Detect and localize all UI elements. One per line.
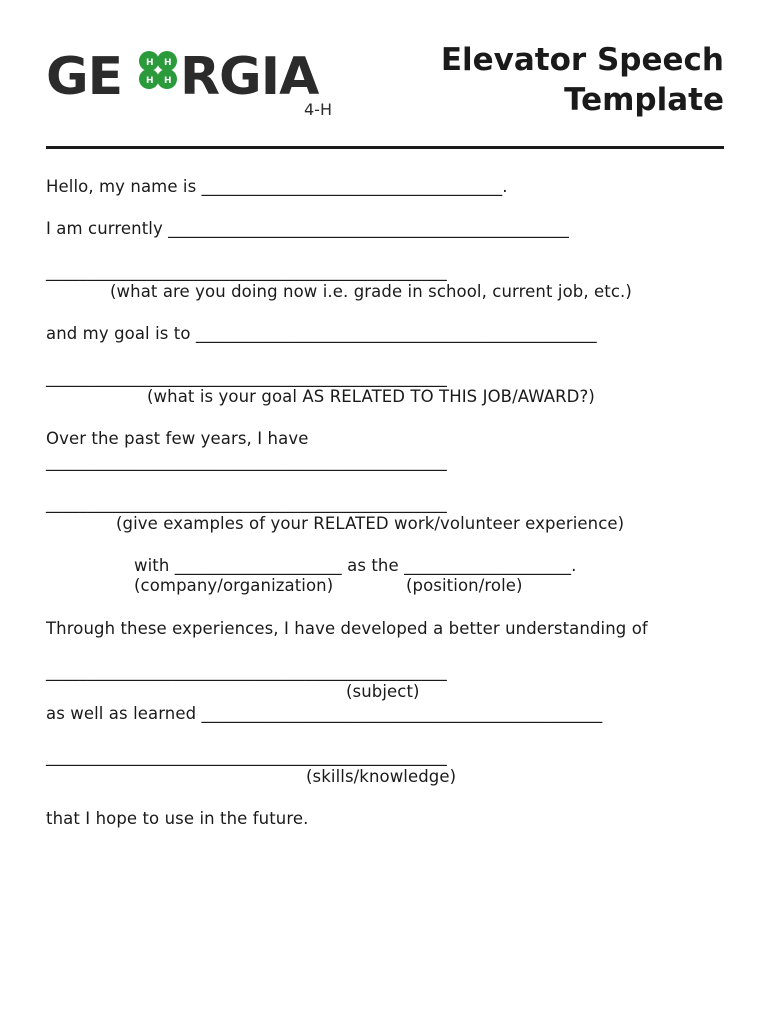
current-hint: (what are you doing now i.e. grade in school, current job, etc.) bbox=[110, 282, 632, 301]
name-suffix: . bbox=[502, 177, 508, 196]
logo-wordmark-left: GE bbox=[46, 47, 123, 107]
past-prefix: Over the past few years, I have bbox=[46, 429, 309, 448]
page-title-line2: Template bbox=[564, 82, 724, 118]
learned-prefix: as well as learned bbox=[46, 704, 202, 723]
name-line bbox=[46, 177, 508, 197]
four-leaf-clover-icon bbox=[139, 51, 177, 89]
goal-blank[interactable]: ________________________________________________ bbox=[195, 324, 597, 343]
name-blank[interactable]: ____________________________________ bbox=[201, 177, 503, 196]
past-blank[interactable]: ________________________________________________ bbox=[46, 452, 447, 471]
georgia-4h-logo bbox=[46, 44, 346, 120]
logo-wordmark-right: RGIA bbox=[180, 47, 319, 107]
learned-blank[interactable]: ________________________________________________ bbox=[201, 704, 603, 723]
logo-4h-sub: 4-H bbox=[304, 100, 332, 119]
georgia-4h-logo-graphic bbox=[46, 44, 346, 120]
goal-hint: (what is your goal AS RELATED TO THIS JOB/AWARD?) bbox=[147, 387, 595, 406]
skills-hint: (skills/knowledge) bbox=[306, 767, 457, 786]
svg-text:H: H bbox=[164, 58, 172, 68]
through-text: Through these experiences, I have developed a better understanding of bbox=[46, 619, 648, 638]
with-line bbox=[134, 556, 576, 576]
past-hint: (give examples of your RELATED work/volunteer experience) bbox=[116, 514, 625, 533]
current-blank2[interactable]: ________________________________________________ bbox=[46, 262, 447, 281]
goal-line bbox=[46, 324, 597, 344]
header-divider bbox=[46, 146, 724, 149]
company-blank[interactable]: ____________________ bbox=[174, 556, 342, 575]
company-hint: (company/organization) bbox=[134, 576, 334, 595]
svg-text:H: H bbox=[164, 76, 172, 86]
as-the-text: as the bbox=[341, 556, 405, 575]
position-hint: (position/role) bbox=[406, 576, 523, 595]
role-suffix: . bbox=[571, 556, 577, 575]
current-line bbox=[46, 219, 569, 239]
name-prefix: Hello, my name is bbox=[46, 177, 202, 196]
page-title bbox=[384, 40, 724, 120]
with-prefix: with bbox=[134, 556, 175, 575]
svg-text:H: H bbox=[146, 58, 154, 68]
subject-blank[interactable]: ________________________________________________ bbox=[46, 662, 447, 681]
role-blank[interactable]: ____________________ bbox=[404, 556, 572, 575]
goal-blank2[interactable]: ________________________________________________ bbox=[46, 368, 447, 387]
page-title-line1: Elevator Speech bbox=[440, 42, 724, 78]
past-blank2[interactable]: ________________________________________________ bbox=[46, 494, 447, 513]
goal-prefix: and my goal is to bbox=[46, 324, 196, 343]
skills-blank[interactable]: ________________________________________________ bbox=[46, 747, 447, 766]
current-prefix: I am currently bbox=[46, 219, 169, 238]
current-blank[interactable]: ________________________________________________ bbox=[168, 219, 569, 238]
learned-line bbox=[46, 704, 602, 724]
closing-text: that I hope to use in the future. bbox=[46, 809, 309, 828]
svg-text:H: H bbox=[146, 76, 154, 86]
subject-hint: (subject) bbox=[346, 682, 420, 701]
